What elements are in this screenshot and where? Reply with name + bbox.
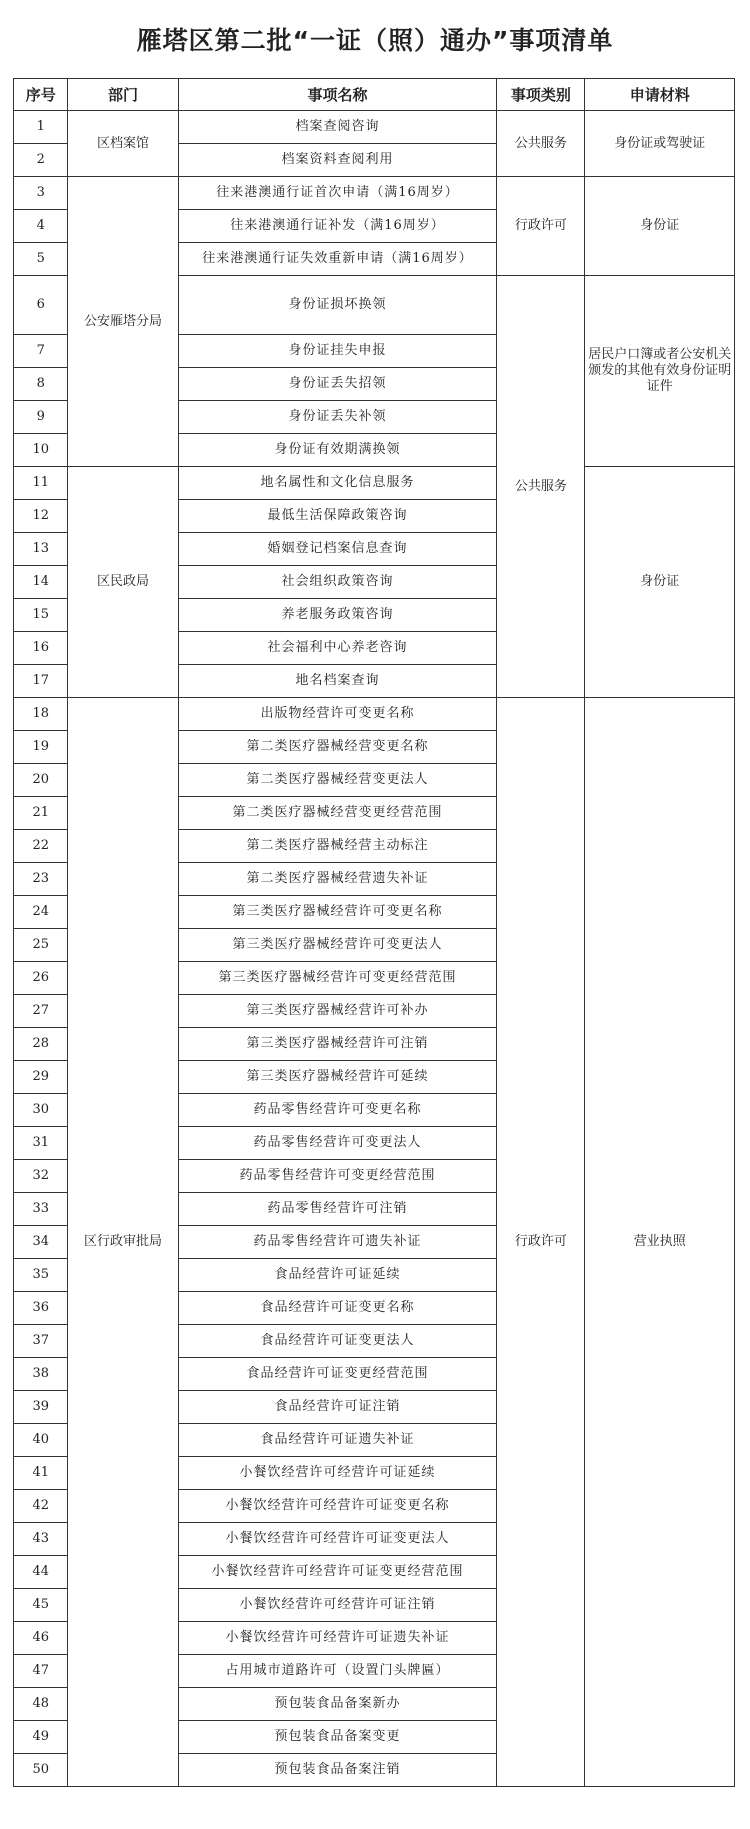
item-name-cell: 第二类医疗器械经营变更经营范围 (178, 797, 497, 830)
row-serial: 9 (14, 401, 68, 434)
item-name-cell: 地名属性和文化信息服务 (178, 467, 497, 500)
row-serial: 10 (14, 434, 68, 467)
item-name-cell: 预包装食品备案注销 (178, 1754, 497, 1787)
row-serial: 33 (14, 1193, 68, 1226)
table-row (14, 698, 735, 731)
item-name-cell: 第三类医疗器械经营许可变更经营范围 (178, 962, 497, 995)
row-serial: 17 (14, 665, 68, 698)
item-name-cell: 预包装食品备案新办 (178, 1688, 497, 1721)
row-serial: 32 (14, 1160, 68, 1193)
department-cell: 公安雁塔分局 (68, 177, 178, 467)
item-name-cell: 婚姻登记档案信息查询 (178, 533, 497, 566)
row-serial: 37 (14, 1325, 68, 1358)
row-serial: 30 (14, 1094, 68, 1127)
item-name-cell: 往来港澳通行证失效重新申请（满16周岁） (178, 243, 497, 276)
row-serial: 41 (14, 1457, 68, 1490)
header-category: 事项类别 (497, 79, 585, 111)
item-name-cell: 第三类医疗器械经营许可变更名称 (178, 896, 497, 929)
row-serial: 21 (14, 797, 68, 830)
row-serial: 28 (14, 1028, 68, 1061)
item-name-cell: 食品经营许可证遗失补证 (178, 1424, 497, 1457)
materials-cell: 营业执照 (585, 698, 735, 1787)
department-cell: 区档案馆 (68, 111, 178, 177)
item-name-cell: 第二类医疗器械经营变更名称 (178, 731, 497, 764)
table-row (14, 467, 735, 500)
item-name-cell: 社会福利中心养老咨询 (178, 632, 497, 665)
row-serial: 38 (14, 1358, 68, 1391)
row-serial: 45 (14, 1589, 68, 1622)
item-name-cell: 第三类医疗器械经营许可注销 (178, 1028, 497, 1061)
row-serial: 4 (14, 210, 68, 243)
row-serial: 24 (14, 896, 68, 929)
header-materials: 申请材料 (585, 79, 735, 111)
row-serial: 46 (14, 1622, 68, 1655)
category-cell: 行政许可 (497, 177, 585, 276)
materials-cell: 身份证 (585, 177, 735, 276)
item-name-cell: 地名档案查询 (178, 665, 497, 698)
row-serial: 15 (14, 599, 68, 632)
item-name-cell: 小餐饮经营许可经营许可证延续 (178, 1457, 497, 1490)
row-serial: 34 (14, 1226, 68, 1259)
item-name-cell: 第二类医疗器械经营变更法人 (178, 764, 497, 797)
row-serial: 48 (14, 1688, 68, 1721)
row-serial: 12 (14, 500, 68, 533)
row-serial: 1 (14, 111, 68, 144)
row-serial: 19 (14, 731, 68, 764)
item-name-cell: 预包装食品备案变更 (178, 1721, 497, 1754)
item-name-cell: 小餐饮经营许可经营许可证注销 (178, 1589, 497, 1622)
item-name-cell: 往来港澳通行证补发（满16周岁） (178, 210, 497, 243)
item-name-cell: 小餐饮经营许可经营许可证变更法人 (178, 1523, 497, 1556)
item-name-cell: 占用城市道路许可（设置门头牌匾） (178, 1655, 497, 1688)
row-serial: 29 (14, 1061, 68, 1094)
row-serial: 3 (14, 177, 68, 210)
item-name-cell: 身份证挂失申报 (178, 335, 497, 368)
item-name-cell: 食品经营许可证变更法人 (178, 1325, 497, 1358)
header-department: 部门 (68, 79, 178, 111)
item-name-cell: 第三类医疗器械经营许可补办 (178, 995, 497, 1028)
row-serial: 50 (14, 1754, 68, 1787)
items-table (13, 78, 735, 1787)
row-serial: 27 (14, 995, 68, 1028)
item-name-cell: 社会组织政策咨询 (178, 566, 497, 599)
item-name-cell: 食品经营许可证变更经营范围 (178, 1358, 497, 1391)
row-serial: 14 (14, 566, 68, 599)
item-name-cell: 养老服务政策咨询 (178, 599, 497, 632)
row-serial: 20 (14, 764, 68, 797)
item-name-cell: 药品零售经营许可注销 (178, 1193, 497, 1226)
header-serial: 序号 (14, 79, 68, 111)
table-row (14, 177, 735, 210)
row-serial: 23 (14, 863, 68, 896)
item-name-cell: 往来港澳通行证首次申请（满16周岁） (178, 177, 497, 210)
row-serial: 25 (14, 929, 68, 962)
row-serial: 8 (14, 368, 68, 401)
item-name-cell: 药品零售经营许可变更名称 (178, 1094, 497, 1127)
item-name-cell: 身份证有效期满换领 (178, 434, 497, 467)
row-serial: 40 (14, 1424, 68, 1457)
table-header-row (14, 79, 735, 111)
item-name-cell: 档案查阅咨询 (178, 111, 497, 144)
materials-cell: 身份证或驾驶证 (585, 111, 735, 177)
row-serial: 26 (14, 962, 68, 995)
item-name-cell: 身份证丢失补领 (178, 401, 497, 434)
row-serial: 47 (14, 1655, 68, 1688)
row-serial: 31 (14, 1127, 68, 1160)
item-name-cell: 小餐饮经营许可经营许可证变更名称 (178, 1490, 497, 1523)
category-cell: 公共服务 (497, 276, 585, 698)
item-name-cell: 小餐饮经营许可经营许可证变更经营范围 (178, 1556, 497, 1589)
row-serial: 5 (14, 243, 68, 276)
row-serial: 42 (14, 1490, 68, 1523)
row-serial: 13 (14, 533, 68, 566)
item-name-cell: 档案资料查阅利用 (178, 144, 497, 177)
header-item-name: 事项名称 (178, 79, 497, 111)
row-serial: 6 (14, 276, 68, 335)
item-name-cell: 身份证丢失招领 (178, 368, 497, 401)
row-serial: 2 (14, 144, 68, 177)
item-name-cell: 药品零售经营许可变更经营范围 (178, 1160, 497, 1193)
item-name-cell: 食品经营许可证变更名称 (178, 1292, 497, 1325)
item-name-cell: 第三类医疗器械经营许可延续 (178, 1061, 497, 1094)
row-serial: 11 (14, 467, 68, 500)
materials-cell: 身份证 (585, 467, 735, 698)
item-name-cell: 第二类医疗器械经营遗失补证 (178, 863, 497, 896)
category-cell: 公共服务 (497, 111, 585, 177)
item-name-cell: 身份证损坏换领 (178, 276, 497, 335)
department-cell: 区民政局 (68, 467, 178, 698)
row-serial: 43 (14, 1523, 68, 1556)
item-name-cell: 食品经营许可证延续 (178, 1259, 497, 1292)
row-serial: 44 (14, 1556, 68, 1589)
table-body (14, 111, 735, 1787)
row-serial: 39 (14, 1391, 68, 1424)
row-serial: 49 (14, 1721, 68, 1754)
category-cell: 行政许可 (497, 698, 585, 1787)
row-serial: 18 (14, 698, 68, 731)
row-serial: 22 (14, 830, 68, 863)
department-cell: 区行政审批局 (68, 698, 178, 1787)
item-name-cell: 出版物经营许可变更名称 (178, 698, 497, 731)
table-row (14, 111, 735, 144)
row-serial: 16 (14, 632, 68, 665)
item-name-cell: 第三类医疗器械经营许可变更法人 (178, 929, 497, 962)
item-name-cell: 第二类医疗器械经营主动标注 (178, 830, 497, 863)
row-serial: 7 (14, 335, 68, 368)
row-serial: 36 (14, 1292, 68, 1325)
item-name-cell: 药品零售经营许可遗失补证 (178, 1226, 497, 1259)
page-title: 雁塔区第二批“一证（照）通办”事项清单 (136, 26, 614, 55)
item-name-cell: 药品零售经营许可变更法人 (178, 1127, 497, 1160)
materials-cell: 居民户口簿或者公安机关颁发的其他有效身份证明证件 (585, 276, 735, 467)
item-name-cell: 小餐饮经营许可经营许可证遗失补证 (178, 1622, 497, 1655)
item-name-cell: 最低生活保障政策咨询 (178, 500, 497, 533)
item-name-cell: 食品经营许可证注销 (178, 1391, 497, 1424)
row-serial: 35 (14, 1259, 68, 1292)
